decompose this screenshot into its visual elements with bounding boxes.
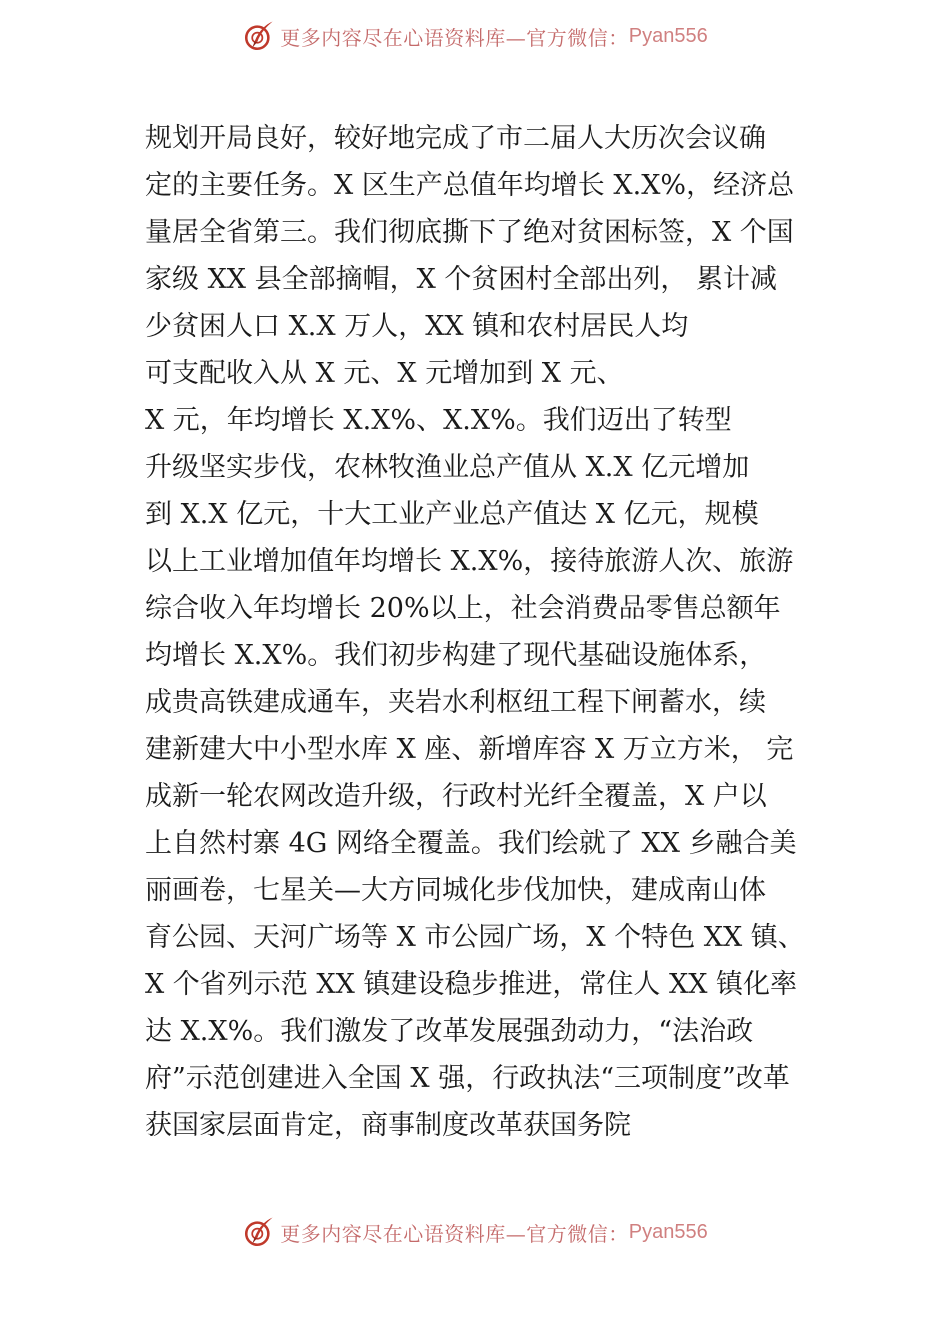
body-line: 家级 XX 县全部摘帽，X 个贫困村全部出列， 累计减 <box>145 264 777 295</box>
body-line: X 元，年均增长 X.X%、X.X%。我们迈出了转型 <box>145 405 732 436</box>
document-body <box>145 115 835 1149</box>
body-line: 达 X.X%。我们激发了改革发展强劲动力，“法治政 <box>145 1016 754 1047</box>
footer-banner <box>0 1212 950 1252</box>
body-line: 均增长 X.X%。我们初步构建了现代基础设施体系， <box>145 640 767 671</box>
footer-site-text: 更多内容尽在心语资料库—官方微信： <box>280 1221 629 1246</box>
body-line: 到 X.X 亿元，十大工业产业总产值达 X 亿元，规模 <box>145 499 759 530</box>
body-line: X 个省列示范 XX 镇建设稳步推进，常住人 XX 镇化率 <box>145 969 798 1000</box>
body-line: 成贵高铁建成通车，夹岩水利枢纽工程下闸蓄水，续 <box>145 687 766 718</box>
body-line: 综合收入年均增长 20%以上，社会消费品零售总额年 <box>145 593 781 624</box>
body-line: 上自然村寨 4G 网络全覆盖。我们绘就了 XX 乡融合美 <box>145 828 797 859</box>
body-line: 成新一轮农网改造升级，行政村光纤全覆盖，X 户以 <box>145 781 767 812</box>
body-line: 获国家层面肯定，商事制度改革获国务院 <box>145 1110 631 1141</box>
body-line: 建新建大中小型水库 X 座、新增库容 X 万立方米， 完 <box>145 734 794 765</box>
body-line: 可支配收入从 X 元、X 元增加到 X 元、 <box>145 358 624 389</box>
body-line: 丽画卷，七星关—大方同城化步伐加快，建成南山体 <box>145 875 766 906</box>
body-line: 少贫困人口 X.X 万人，XX 镇和农村居民人均 <box>145 311 689 342</box>
body-line: 量居全省第三。我们彻底撕下了绝对贫困标签，X 个国 <box>145 217 794 248</box>
body-line: 育公园、天河广场等 X 市公园广场，X 个特色 XX 镇、 <box>145 922 805 953</box>
body-line: 升级坚实步伐，农林牧渔业总产值从 X.X 亿元增加 <box>145 452 750 483</box>
header-wechat-id: Pyan556 <box>628 24 708 47</box>
body-line: 府”示范创建进入全国 X 强，行政执法“三项制度”改革 <box>145 1063 790 1094</box>
body-line: 规划开局良好，较好地完成了市二届人大历次会议确 <box>145 123 766 154</box>
footer-wechat-id: Pyan556 <box>628 1220 708 1243</box>
quill-pen-logo-icon <box>242 1215 276 1249</box>
quill-pen-logo-icon <box>242 19 276 53</box>
header-site-text: 更多内容尽在心语资料库—官方微信： <box>280 25 629 50</box>
header-banner <box>0 16 950 56</box>
body-line: 定的主要任务。X 区生产总值年均增长 X.X%，经济总 <box>145 170 795 201</box>
body-line: 以上工业增加值年均增长 X.X%，接待旅游人次、旅游 <box>145 546 794 577</box>
